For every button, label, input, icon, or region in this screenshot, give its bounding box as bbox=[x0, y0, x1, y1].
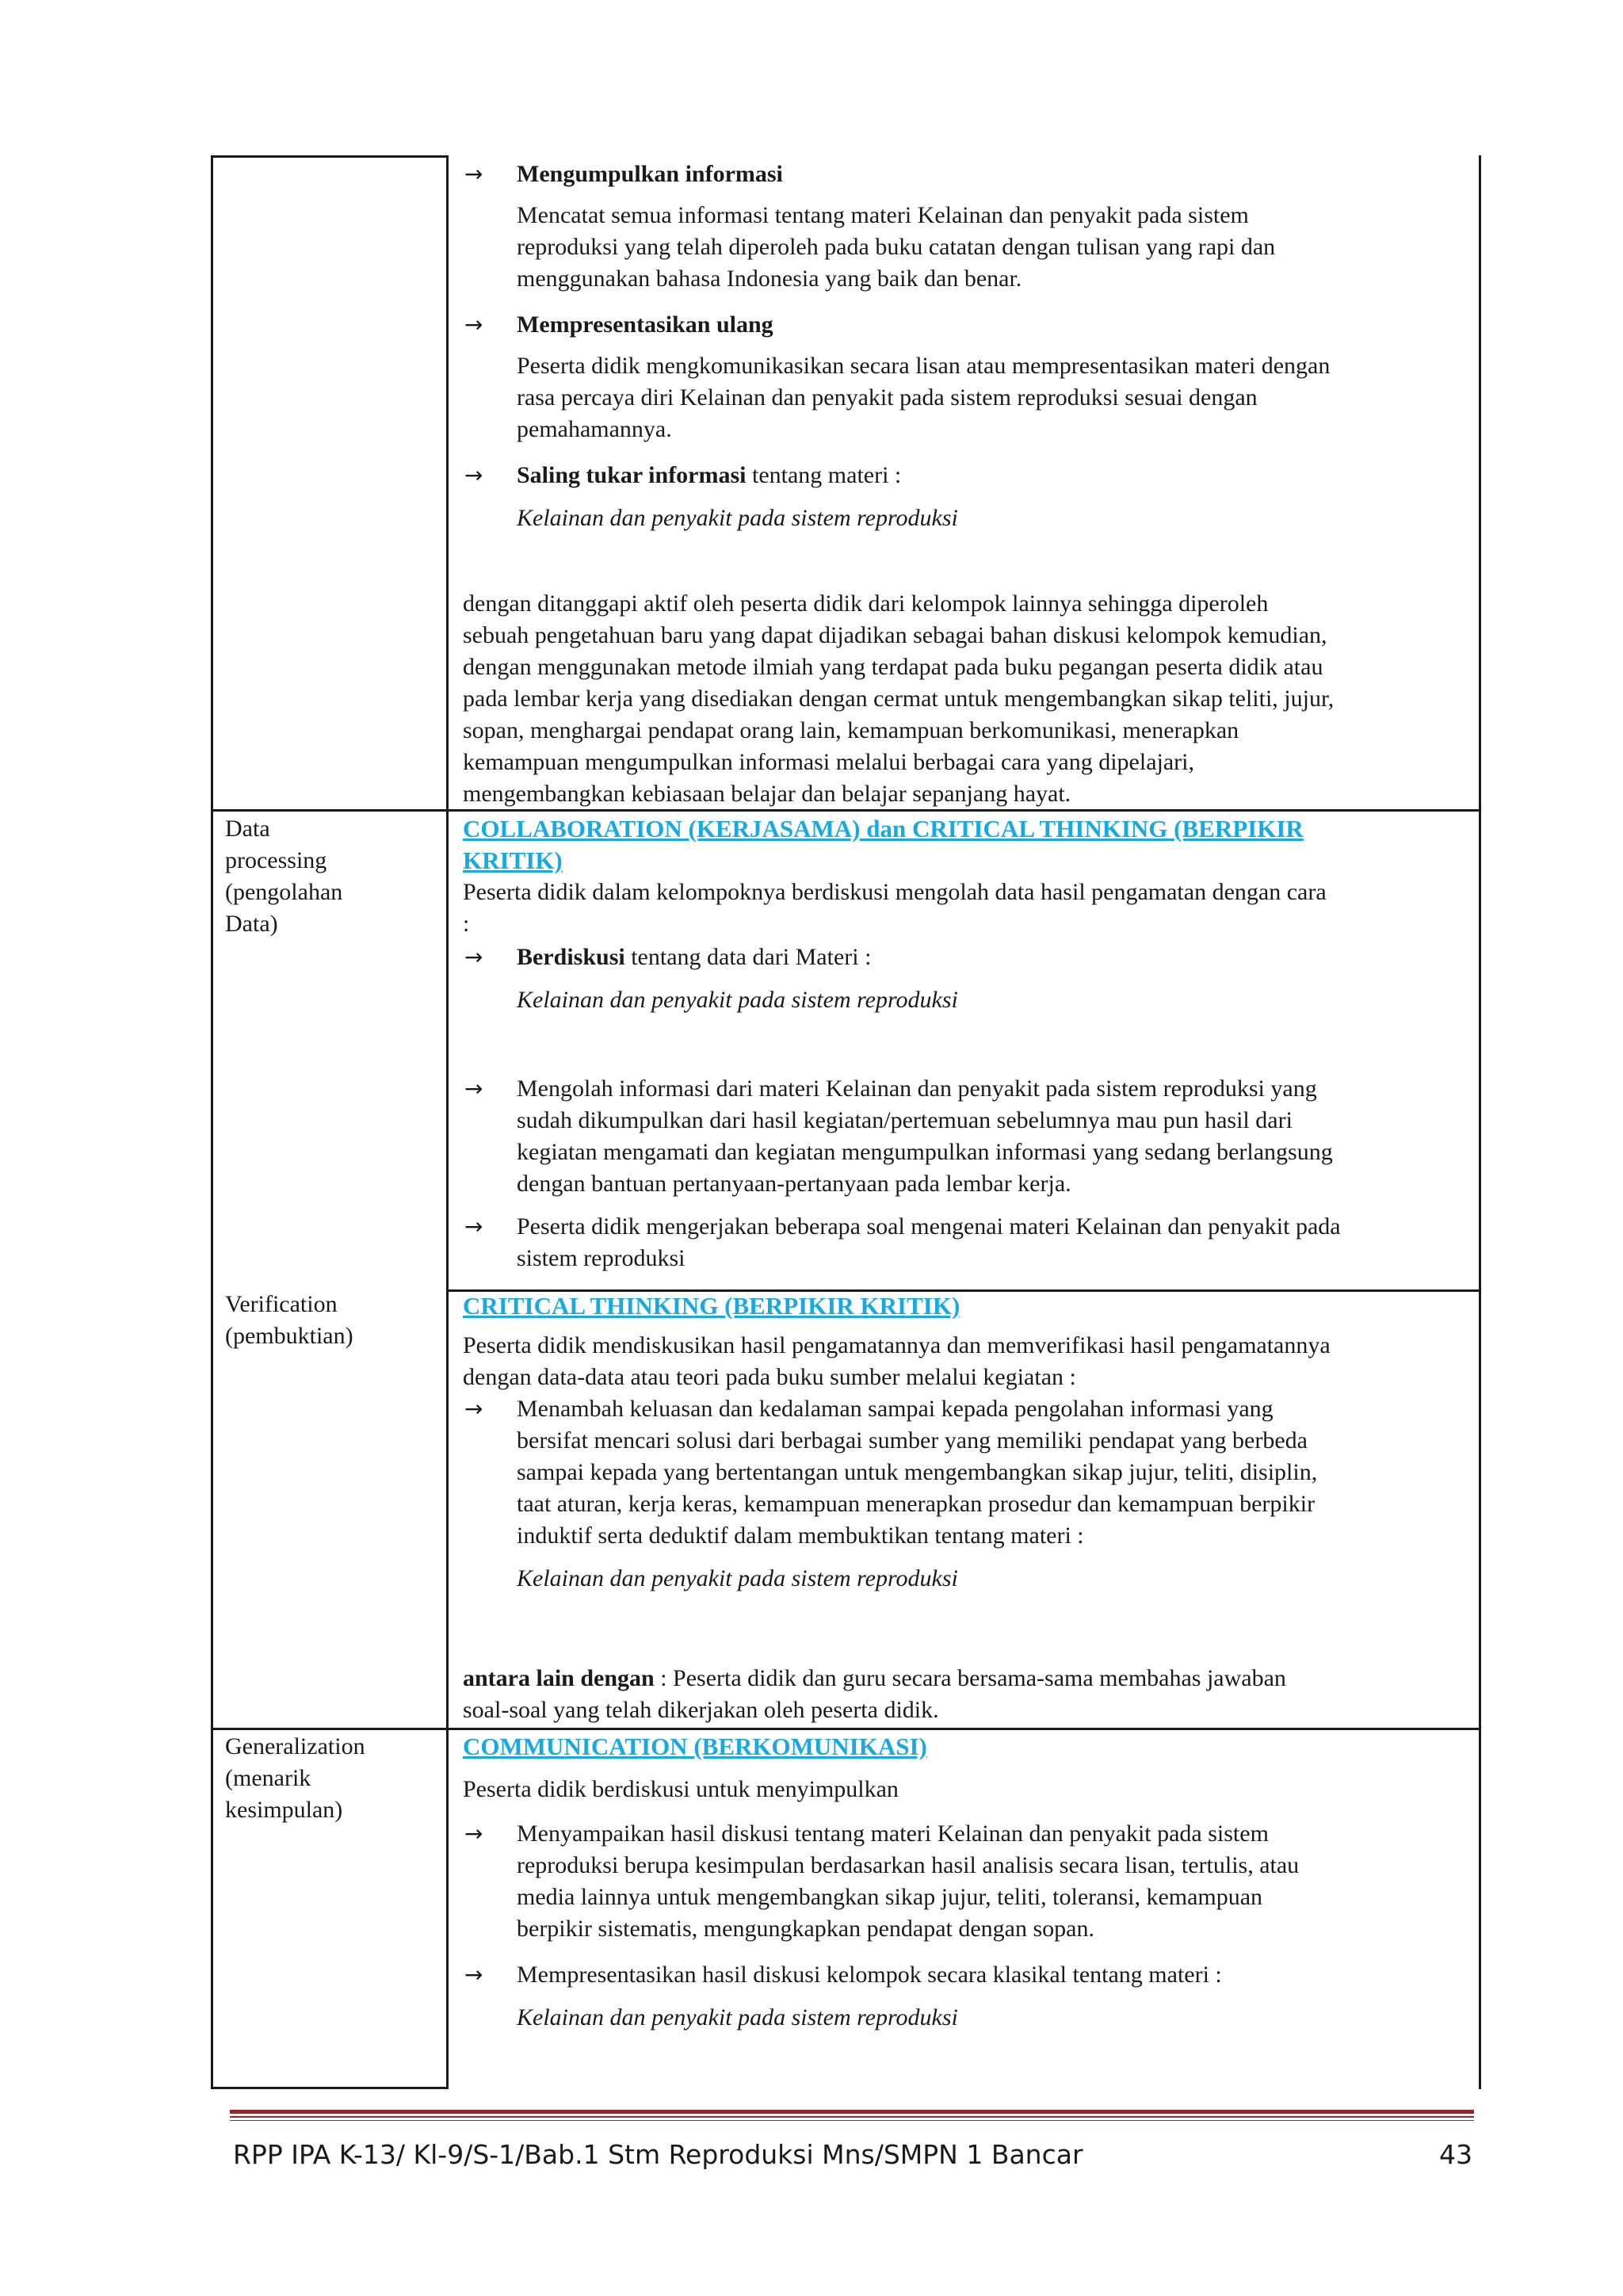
paragraph-line: dengan ditanggapi aktif oleh peserta didik dari kelompok lainnya sehingga diperoleh bbox=[463, 590, 1269, 617]
list-item bbox=[464, 309, 1471, 445]
paragraph-line: mengembangkan kebiasaan belajar dan belajar sepanjang hayat. bbox=[463, 781, 1071, 807]
heading-line: COLLABORATION (KERJASAMA) dan CRITICAL THINKING (BERPIKIR bbox=[463, 815, 1304, 842]
arrow-icon: → bbox=[464, 1213, 483, 1240]
stage-label-line: Data) bbox=[225, 911, 278, 937]
heading-line: COMMUNICATION (BERKOMUNIKASI) bbox=[463, 1733, 927, 1760]
topic-text: Kelainan dan penyakit pada sistem reproduksi bbox=[517, 505, 958, 531]
arrow-icon: → bbox=[464, 1075, 483, 1102]
closing-paragraph bbox=[463, 588, 1471, 810]
item-text: rasa percaya diri Kelainan dan penyakit pada sistem reproduksi sesuai dengan bbox=[517, 384, 1258, 411]
stage-label-line: (menarik bbox=[225, 1765, 311, 1791]
topic-text: Kelainan dan penyakit pada sistem reproduksi bbox=[517, 1565, 958, 1591]
item-text: media lainnya untuk mengembangkan sikap jujur, teliti, toleransi, kemampuan bbox=[517, 1884, 1263, 1910]
intro-paragraph bbox=[463, 877, 1471, 940]
list-item bbox=[464, 1211, 1471, 1274]
item-text: reproduksi berupa kesimpulan berdasarkan hasil analisis secara lisan, tertulis, atau bbox=[517, 1852, 1300, 1878]
item-title: Berdiskusi bbox=[517, 944, 625, 970]
footer-rule bbox=[230, 2110, 1474, 2114]
list-item bbox=[464, 460, 1471, 534]
item-text: kegiatan mengamati dan kegiatan mengumpulkan informasi yang sedang berlangsung bbox=[517, 1139, 1333, 1165]
stage-label-line: Data bbox=[225, 816, 270, 842]
arrow-icon: → bbox=[464, 311, 483, 338]
paragraph-line: kemampuan mengumpulkan informasi melalui berbagai cara yang dipelajari, bbox=[463, 749, 1194, 775]
heading-line: CRITICAL THINKING (BERPIKIR KRITIK) bbox=[463, 1292, 960, 1320]
item-title: Mengumpulkan informasi bbox=[517, 161, 783, 187]
arrow-icon: → bbox=[464, 1820, 483, 1847]
closing-paragraph bbox=[463, 1663, 1471, 1726]
table-right-border bbox=[1479, 155, 1481, 2089]
list-item bbox=[464, 1073, 1471, 1200]
item-text: taat aturan, kerja keras, kemampuan menerapkan prosedur dan kemampuan berpikir bbox=[517, 1491, 1316, 1517]
page-number: 43 bbox=[1439, 2139, 1472, 2170]
paragraph-line: sebuah pengetahuan baru yang dapat dijadikan sebagai bahan diskusi kelompok kemudian, bbox=[463, 622, 1327, 648]
item-text: menggunakan bahasa Indonesia yang baik dan benar. bbox=[517, 266, 1022, 292]
item-text: Peserta didik mengkomunikasikan secara lisan atau mempresentasikan materi dengan bbox=[517, 353, 1331, 379]
stage-label-line: Generalization bbox=[225, 1733, 365, 1759]
topic-text: Kelainan dan penyakit pada sistem reproduksi bbox=[517, 987, 958, 1013]
footer-rule-thin bbox=[230, 2116, 1474, 2118]
arrow-icon: → bbox=[464, 462, 483, 488]
closing-rest: : Peserta didik dan guru secara bersama-sama membahas jawaban bbox=[654, 1665, 1286, 1691]
paragraph-line: Peserta didik dalam kelompoknya berdiskusi mengolah data hasil pengamatan dengan cara bbox=[463, 879, 1327, 905]
item-text: Menyampaikan hasil diskusi tentang materi Kelainan dan penyakit pada sistem bbox=[517, 1820, 1269, 1847]
item-title-rest: tentang materi : bbox=[746, 462, 902, 488]
paragraph-line: Peserta didik berdiskusi untuk menyimpulkan bbox=[463, 1776, 899, 1802]
table-bottom-border-left bbox=[211, 2087, 449, 2089]
intro-paragraph bbox=[463, 1330, 1471, 1393]
list-item bbox=[464, 1959, 1471, 2034]
arrow-icon: → bbox=[464, 1962, 483, 1988]
table-column-divider bbox=[446, 155, 449, 2089]
section-heading bbox=[463, 813, 1304, 877]
footer-rule-thin bbox=[230, 2120, 1474, 2121]
heading-line: KRITIK) bbox=[463, 846, 563, 874]
stage-label-verification bbox=[225, 1289, 437, 1352]
stage-label-data-processing bbox=[225, 813, 437, 940]
arrow-icon: → bbox=[464, 1396, 483, 1422]
stage-label-generalization bbox=[225, 1731, 437, 1826]
footer-title: RPP IPA K-13/ Kl-9/S-1/Bab.1 Stm Reproduksi Mns/SMPN 1 Bancar bbox=[233, 2139, 1083, 2170]
paragraph-line: dengan data-data atau teori pada buku sumber melalui kegiatan : bbox=[463, 1364, 1076, 1390]
item-text: sudah dikumpulkan dari hasil kegiatan/pertemuan sebelumnya mau pun hasil dari bbox=[517, 1107, 1293, 1133]
stage-label-line: kesimpulan) bbox=[225, 1797, 343, 1823]
section-heading bbox=[463, 1731, 927, 1763]
list-item bbox=[464, 159, 1471, 295]
item-text: pemahamannya. bbox=[517, 416, 672, 442]
paragraph-line: dengan menggunakan metode ilmiah yang terdapat pada buku pegangan peserta didik atau bbox=[463, 654, 1323, 680]
list-item bbox=[464, 942, 1471, 1016]
item-title: Saling tukar informasi bbox=[517, 462, 747, 488]
paragraph-line: : bbox=[463, 911, 470, 937]
paragraph-line: Peserta didik mendiskusikan hasil pengamatannya dan memverifikasi hasil pengamatannya bbox=[463, 1332, 1331, 1358]
item-text: Mengolah informasi dari materi Kelainan dan penyakit pada sistem reproduksi yang bbox=[517, 1075, 1317, 1102]
item-text: sampai kepada yang bertentangan untuk mengembangkan sikap jujur, teliti, disiplin, bbox=[517, 1459, 1318, 1485]
table-left-border bbox=[211, 155, 213, 2089]
item-text: sistem reproduksi bbox=[517, 1245, 685, 1271]
list-item bbox=[464, 1818, 1471, 1945]
table-row-divider bbox=[211, 1728, 1481, 1730]
item-text: Peserta didik mengerjakan beberapa soal mengenai materi Kelainan dan penyakit pada bbox=[517, 1213, 1341, 1240]
item-text: Mencatat semua informasi tentang materi Kelainan dan penyakit pada sistem bbox=[517, 202, 1249, 228]
stage-label-line: (pembuktian) bbox=[225, 1323, 353, 1349]
arrow-icon: → bbox=[464, 161, 483, 187]
intro-paragraph bbox=[463, 1774, 1471, 1805]
stage-label-line: (pengolahan bbox=[225, 879, 343, 905]
stage-label-line: processing bbox=[225, 847, 327, 873]
topic-text: Kelainan dan penyakit pada sistem reproduksi bbox=[517, 2004, 958, 2030]
item-text: reproduksi yang telah diperoleh pada buku catatan dengan tulisan yang rapi dan bbox=[517, 234, 1276, 260]
paragraph-line: sopan, menghargai pendapat orang lain, kemampuan berkomunikasi, menerapkan bbox=[463, 717, 1239, 743]
paragraph-line: pada lembar kerja yang disediakan dengan cermat untuk mengembangkan sikap teliti, jujur, bbox=[463, 686, 1335, 712]
item-title: Mempresentasikan ulang bbox=[517, 311, 773, 338]
list-item bbox=[464, 1393, 1471, 1595]
item-text: berpikir sistematis, mengungkapkan pendapat dengan sopan. bbox=[517, 1916, 1094, 1942]
item-title-rest: tentang data dari Materi : bbox=[624, 944, 872, 970]
section-heading bbox=[463, 1290, 960, 1322]
item-text: induktif serta deduktif dalam membuktikan tentang materi : bbox=[517, 1522, 1084, 1549]
paragraph-line: soal-soal yang telah dikerjakan oleh peserta didik. bbox=[463, 1697, 939, 1723]
item-text: dengan bantuan pertanyaan-pertanyaan pada lembar kerja. bbox=[517, 1171, 1071, 1197]
item-text: Mempresentasikan hasil diskusi kelompok secara klasikal tentang materi : bbox=[517, 1962, 1222, 1988]
item-text: bersifat mencari solusi dari berbagai sumber yang memiliki pendapat yang berbeda bbox=[517, 1427, 1308, 1454]
table-top-border-left bbox=[211, 155, 449, 158]
stage-label-line: Verification bbox=[225, 1291, 338, 1317]
closing-bold: antara lain dengan bbox=[463, 1665, 655, 1691]
item-text: Menambah keluasan dan kedalaman sampai kepada pengolahan informasi yang bbox=[517, 1396, 1274, 1422]
arrow-icon: → bbox=[464, 944, 483, 970]
